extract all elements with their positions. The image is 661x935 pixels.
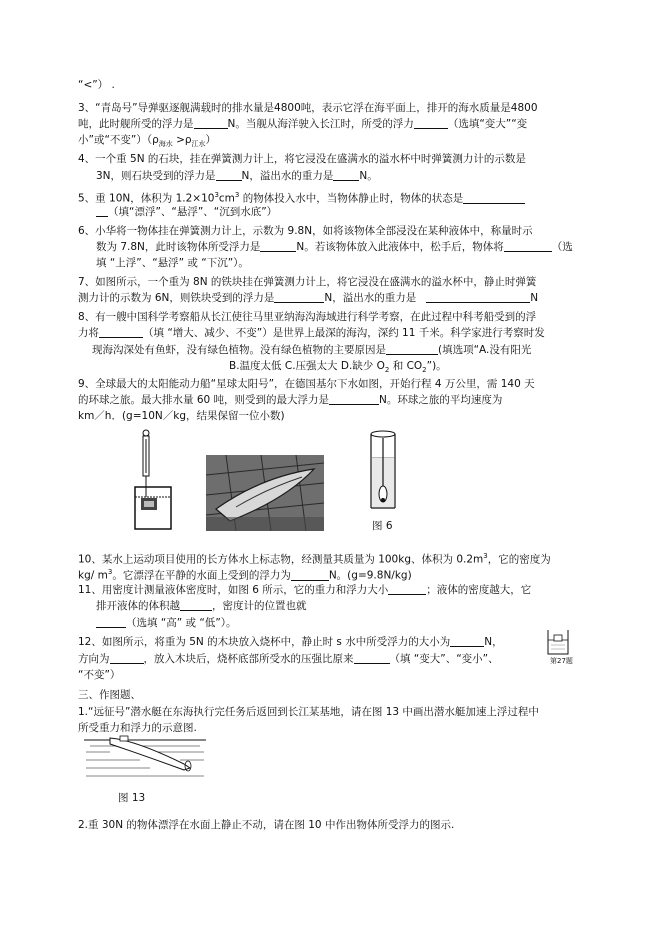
answer-blank[interactable]	[463, 192, 525, 204]
beaker-wood-block-figure	[545, 628, 571, 658]
answer-blank[interactable]	[96, 616, 126, 628]
q10-line1: 10、某水上运动项目使用的长方体水上标志物，经测量其质量为 100kg、体积为 $0.2m^3$，它的密度为	[78, 552, 551, 566]
answer-blank[interactable]	[450, 635, 484, 647]
figure-13-caption: 图 13	[118, 792, 146, 804]
section-3-title: 三、作图题、	[78, 689, 141, 701]
q8-line2: 力将 （填 “增大、减少、不变”）是世界上最深的海沟，深约 11 千米。科学家进行考察时发	[78, 327, 545, 339]
q9-line1: 9、全球最大的太阳能动力船“星球太阳号”，在德国基尔下水如图，开始行程 4 万公里，需 140 天	[78, 378, 535, 390]
q11-line2: 排开液体的体积越 ，密度计的位置也就	[96, 600, 307, 612]
q5-line2: （填“漂浮”、“悬浮”、“沉到水底”）	[96, 205, 277, 219]
drawing-q1-line1: 1.“远征号”潜水艇在东海执行完任务后返回到长江某基地，请在图 13 中画出潜水艇加速上浮过程中	[78, 706, 539, 718]
q6-line1: 6、小华将一物体挂在弹簧测力计上，示数为 9.8N，如将该物体全部浸没在某种液体中，称量时示	[78, 225, 533, 237]
answer-blank[interactable]	[414, 117, 448, 129]
q3-line2: 吨，此时舰所受的浮力是 N。当舰从海洋驶入长江时，所受的浮力 （选填“变大”“变	[78, 118, 528, 130]
q7-line2: 测力计的示数为 6N，则铁块受到的浮力是 N，溢出水的重力是 N	[78, 292, 539, 304]
answer-blank[interactable]	[504, 240, 552, 252]
hydrometer-cylinder-figure	[367, 430, 399, 514]
q8-line1: 8、有一艘中国科学考察船从长江使往马里亚纳海沟海域进行科学考察，在此过程中科考船受到的浮	[78, 311, 537, 323]
q6-line3: 填 “上浮”、“悬浮” 或 “下沉”）。	[96, 257, 249, 269]
q5-line1: 5、重 10N，体积为 $1.2\times 10^3cm^3$ 的物体投入水中，当物体静止时，物体的状态是	[78, 188, 525, 206]
answer-blank[interactable]	[329, 393, 379, 405]
line-continuation: “<”） .	[78, 79, 115, 91]
q9-line3: km／h．(g=10N／kg，结果保留一位小数)	[78, 410, 285, 422]
answer-blank[interactable]	[291, 569, 329, 581]
spring-scale-overflow-cup-figure	[128, 427, 176, 531]
drawing-q2-line1: 2.重 30N 的物体漂浮在水面上静止不动，请在图 10 中作出物体所受浮力的图示.	[78, 819, 455, 831]
q10-line2: kg/ $m^3$。它漂浮在平静的水面上受到的浮力为 N。(g=9.8N/kg)	[78, 568, 412, 582]
q11-line1: 11、用密度计测量液体密度时，如图 6 所示，它的重力和浮力大小 ；液体的密度越大，它	[78, 584, 532, 596]
q4-line2: 3N，则石块受到的浮力是 N，溢出水的重力是 N。	[96, 170, 378, 182]
q4-line1: 4、一个重 5N 的石块，挂在弹簧测力计上，将它浸没在盛满水的溢水杯中时弹簧测力计的示数是	[78, 153, 526, 165]
answer-blank[interactable]	[216, 169, 242, 181]
answer-blank[interactable]	[333, 169, 359, 181]
q12-line1: 12、如图所示，将重为 5N 的木块放入烧杯中，静止时 s 水中所受浮力的大小为 N，	[78, 636, 503, 648]
figure-6-caption: 图 6	[372, 520, 393, 532]
answer-blank[interactable]	[426, 291, 530, 303]
answer-blank[interactable]	[274, 291, 324, 303]
answer-blank[interactable]	[386, 343, 438, 355]
q8-line4: B.温度太低 C.压强太大 D.缺少 $O_2$ 和 $CO_2$”)。	[229, 360, 447, 375]
figure-27-caption: 第27题	[550, 657, 573, 665]
answer-blank[interactable]	[110, 652, 144, 664]
q12-line2: 方向为 ，放入木块后，烧杯底部所受水的压强比原来 （填 “变大”、“变小”、	[78, 653, 499, 665]
answer-blank[interactable]	[354, 652, 390, 664]
q3-line1: 3、“青岛号”导弹驱逐舰满载时的排水量是4800吨，表示它浮在海平面上，排开的海水质量是4800	[78, 102, 538, 114]
submarine-figure-13	[80, 734, 210, 784]
answer-blank[interactable]	[260, 240, 296, 252]
answer-blank[interactable]	[99, 326, 143, 338]
solar-ship-photo	[206, 455, 324, 531]
q6-line2: 数为 7.8N，此时该物体所受浮力是 N。若该物体放入此液体中，松手后，物体将 （选	[96, 241, 573, 253]
answer-blank[interactable]	[180, 599, 212, 611]
q12-line3: “不变”）	[78, 669, 121, 681]
answer-blank[interactable]	[388, 583, 426, 595]
q7-line1: 7、如图所示，一个重为 8N 的铁块挂在弹簧测力计上，将它浸没在盛满水的溢水杯中，静止时弹簧	[78, 276, 537, 288]
q3-line3: 小”或“不变$”)(\rho_{海水} >\rho_{江水})$	[78, 134, 217, 149]
q11-line3: （选填 “高” 或 “低”）。	[96, 616, 237, 630]
q9-line2: 的环球之旅。最大排水量 60 吨，则受到的最大浮力是 N。环球之旅的平均速度为	[78, 394, 503, 406]
answer-blank[interactable]	[194, 117, 228, 129]
answer-blank[interactable]	[96, 205, 108, 217]
drawing-q1-line2: 所受重力和浮力的示意图.	[78, 722, 197, 734]
q8-line3: 现海沟深处有鱼虾，没有绿色植物。没有绿色植物的主要原因是 (填选项“A.没有阳光	[92, 344, 532, 356]
